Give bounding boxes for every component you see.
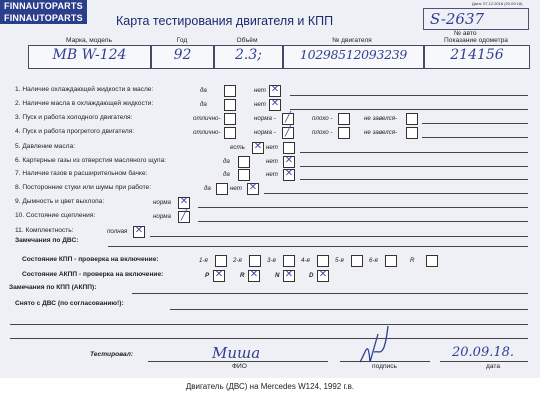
check-item-line: [300, 166, 528, 167]
signature-caption: подпись: [372, 363, 397, 370]
check-option-box[interactable]: [238, 156, 250, 168]
check-option-box[interactable]: [216, 183, 228, 195]
check-item-label: 9. Дымность и цвет выхлопа:: [15, 198, 105, 205]
manual-gear-label: R: [410, 257, 415, 264]
check-option-label: да: [223, 171, 230, 178]
engine-number-value: 10298512093239: [299, 47, 408, 62]
check-option-box[interactable]: [247, 183, 259, 195]
check-option-label: да: [223, 158, 230, 165]
removed-items-label: Снято с ДВС (по согласованию!):: [15, 300, 124, 307]
check-item-line: [290, 109, 528, 110]
gearbox-remarks-label: Замечания по КПП (АКПП):: [9, 284, 97, 291]
x-mark-icon: ✕: [284, 168, 294, 179]
manual-gear-label: 6-я: [369, 257, 378, 264]
check-item-label: 6. Картерные газы из отверстия масляного щупа:: [15, 157, 167, 164]
check-option-label: норма -: [254, 129, 276, 136]
check-item-line: [422, 137, 528, 138]
check-option-label: не завелся-: [364, 115, 398, 122]
check-option-label: нет: [230, 185, 242, 192]
check-option-box[interactable]: [224, 85, 236, 97]
auto-number-label: № авто: [454, 30, 477, 37]
auto-gear-label: P: [205, 272, 210, 279]
volume-label: Объём: [236, 37, 258, 44]
x-mark-icon: ✕: [179, 196, 189, 207]
fio-value: Миша: [212, 344, 261, 362]
tested-by-label: Тестировал:: [90, 351, 134, 358]
manual-gear-box[interactable]: [426, 255, 438, 267]
check-option-label: да: [204, 185, 211, 192]
auto-gear-label: R: [240, 272, 245, 279]
check-option-label: да: [200, 101, 207, 108]
odometer-label: Показание одометра: [444, 37, 508, 44]
manual-gear-box[interactable]: [385, 255, 397, 267]
manual-gearbox-label: Состояние КПП - проверка на включение:: [22, 256, 159, 263]
x-mark-icon: ✕: [318, 269, 328, 280]
check-item-line: [264, 193, 528, 194]
odometer-cell: [424, 45, 530, 69]
check-item-label: 2. Наличие масла в охлаждающей жидкости:: [15, 100, 154, 107]
year-label: Год: [176, 37, 188, 44]
engine-number-label: № двигателя: [332, 37, 372, 44]
check-item-line: [300, 152, 528, 153]
x-mark-icon: ✕: [253, 141, 263, 152]
check-option-box[interactable]: [338, 127, 350, 139]
x-mark-icon: ✕: [248, 182, 258, 193]
manual-gear-box[interactable]: [249, 255, 261, 267]
check-option-label: нет: [254, 101, 266, 108]
manual-gear-box[interactable]: [351, 255, 363, 267]
photo-caption: Двигатель (ДВС) на Mercedes W124, 1992 г.в.: [185, 382, 355, 391]
date-value: 20.09.18.: [452, 345, 515, 360]
check-item-label: 3. Пуск и работа холодного двигателя:: [15, 114, 133, 121]
x-mark-icon: ✕: [214, 269, 224, 280]
stamp-box: [423, 8, 529, 30]
check-option-box[interactable]: [224, 113, 236, 125]
manual-gear-label: 1-я: [199, 257, 208, 264]
x-mark-icon: ✕: [284, 269, 294, 280]
finnautoparts-logo-bottom: FINNAUTOPARTS: [0, 12, 87, 24]
removed-items-line-3: [10, 338, 528, 339]
check-item-label: 8. Посторонние стуки или шумы при работе:: [15, 184, 152, 191]
odometer-value: 214156: [450, 47, 504, 63]
check-option-box[interactable]: [406, 127, 418, 139]
check-option-label: есть: [230, 144, 245, 151]
make-label: Марка, модель: [66, 37, 112, 44]
check-option-label: отлично-: [193, 115, 221, 122]
date-caption: дата: [486, 363, 500, 370]
check-option-label: норма -: [254, 115, 276, 122]
x-mark-icon: ✕: [270, 98, 280, 109]
engine-remarks-label: Замечания по ДВС:: [15, 237, 79, 244]
check-item-label: 4. Пуск и работа прогретого двигателя:: [15, 128, 135, 135]
x-mark-icon: ✕: [270, 84, 280, 95]
check-option-label: нет: [254, 87, 266, 94]
card-title: Карта тестирования двигателя и КПП: [116, 14, 334, 28]
check-option-label: отлично-: [193, 129, 221, 136]
check-item-line: [198, 207, 528, 208]
finnautoparts-logo-top: FINNAUTOPARTS: [0, 0, 87, 12]
check-item-line: [198, 221, 528, 222]
make-value: MB W-124: [52, 47, 127, 63]
manual-gear-label: 5-я: [335, 257, 344, 264]
check-option-box[interactable]: [238, 169, 250, 181]
x-mark-icon: ✕: [249, 269, 259, 280]
auto-gear-box[interactable]: [283, 270, 295, 282]
x-mark-icon: ✕: [134, 225, 144, 236]
engine-number-cell: [283, 45, 424, 69]
check-option-box[interactable]: [133, 226, 145, 238]
check-option-label: да: [200, 87, 207, 94]
check-option-label: нет: [266, 144, 278, 151]
slash-mark-icon: ╱: [284, 126, 292, 137]
check-item-line: [422, 123, 528, 124]
check-option-label: не завелся-: [364, 129, 398, 136]
signature-line: [340, 361, 430, 362]
date-stamp: Дата: 07.12.2018 (20.09.18): [472, 1, 523, 6]
check-item-line: [150, 236, 528, 237]
check-option-box[interactable]: [269, 85, 281, 97]
auto-gear-label: N: [275, 272, 280, 279]
check-option-box[interactable]: [252, 142, 264, 154]
check-option-label: плохо -: [312, 129, 333, 136]
check-item-line: [290, 95, 528, 96]
check-option-box[interactable]: [269, 99, 281, 111]
check-option-box[interactable]: [406, 113, 418, 125]
check-option-label: норма: [153, 199, 171, 206]
check-option-box[interactable]: [224, 99, 236, 111]
manual-gear-label: 3-я: [267, 257, 276, 264]
volume-cell: [214, 45, 283, 69]
manual-gear-label: 2-я: [233, 257, 242, 264]
check-option-label: нет: [266, 158, 278, 165]
check-option-label: норма: [153, 213, 171, 220]
manual-gear-box[interactable]: [317, 255, 329, 267]
check-option-label: полная: [107, 228, 128, 235]
manual-gear-box[interactable]: [283, 255, 295, 267]
fio-caption: ФИО: [232, 363, 247, 370]
check-item-label: 5. Давление масла:: [15, 143, 75, 150]
stamp-code: S-2637: [430, 10, 485, 28]
auto-gear-box[interactable]: [317, 270, 329, 282]
year-cell: [151, 45, 214, 69]
check-item-line: [300, 179, 528, 180]
auto-gear-label: D: [309, 272, 314, 279]
check-item-label: 10. Состояние сцепления:: [15, 212, 96, 219]
volume-value: 2.3;: [235, 47, 262, 63]
removed-items-line-1: [170, 309, 528, 310]
slash-mark-icon: ╱: [284, 112, 292, 123]
check-option-box[interactable]: [282, 127, 294, 139]
slash-mark-icon: ╱: [180, 210, 188, 221]
auto-gear-box[interactable]: [248, 270, 260, 282]
check-option-box[interactable]: [178, 211, 190, 223]
removed-items-line-2: [10, 324, 528, 325]
engine-remarks-line: [108, 246, 528, 247]
check-item-label: 11. Комплектность:: [15, 227, 74, 234]
check-option-label: плохо -: [312, 115, 333, 122]
x-mark-icon: ✕: [284, 155, 294, 166]
check-option-box[interactable]: [282, 113, 294, 125]
check-option-label: нет: [266, 171, 278, 178]
check-item-label: 7. Наличие газов в расширительном бачке:: [15, 170, 148, 177]
auto-gear-box[interactable]: [213, 270, 225, 282]
manual-gear-label: 4-я: [301, 257, 310, 264]
check-option-box[interactable]: [224, 127, 236, 139]
check-option-box[interactable]: [178, 197, 190, 209]
check-option-box[interactable]: [283, 142, 295, 154]
check-option-box[interactable]: [338, 113, 350, 125]
auto-gearbox-label: Состояние АКПП - проверка на включение:: [22, 271, 164, 278]
check-item-label: 1. Наличие охлаждающей жидкости в масле:: [15, 86, 154, 93]
check-option-box[interactable]: [283, 156, 295, 168]
check-option-box[interactable]: [283, 169, 295, 181]
year-value: 92: [173, 47, 192, 63]
gearbox-remarks-line: [132, 293, 528, 294]
date-line: [440, 361, 528, 362]
make-cell: [28, 45, 151, 69]
manual-gear-box[interactable]: [215, 255, 227, 267]
